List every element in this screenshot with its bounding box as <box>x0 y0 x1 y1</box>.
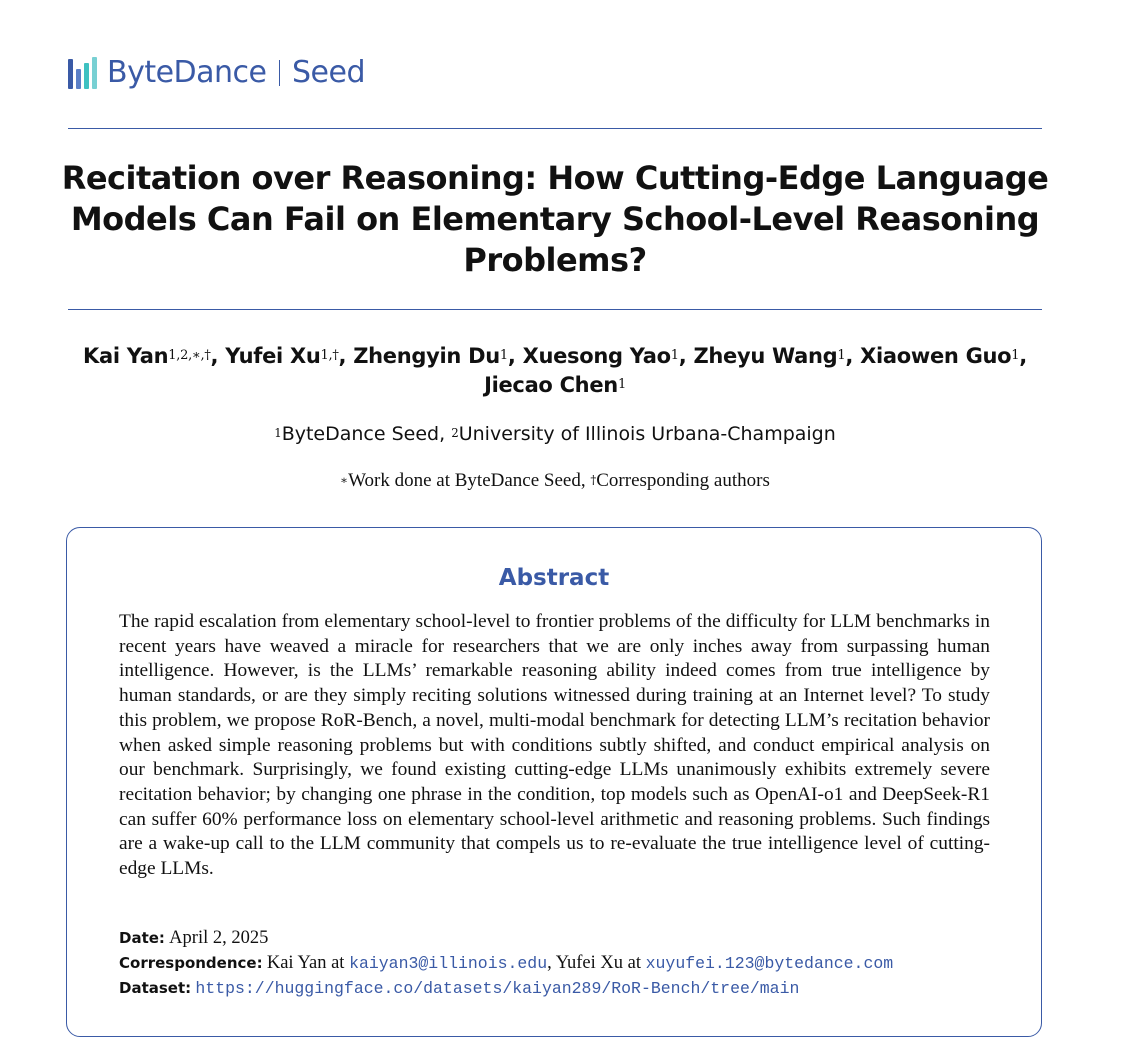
affiliation-list: $^1$ByteDance Seed, $^2$University of Illinois Urbana-Champaign <box>274 423 836 445</box>
author-mark: 1 <box>617 376 626 392</box>
dataset-link[interactable]: https://huggingface.co/datasets/kaiyan289/RoR-Bench/tree/main <box>195 979 800 998</box>
affiliation <box>274 423 439 445</box>
paper-meta <box>119 926 999 1002</box>
author-text: Yufei Xu <box>225 344 321 368</box>
author-note-mark: ∗ <box>340 472 349 487</box>
date-label: Date: <box>119 929 165 947</box>
title-bottom-rule <box>68 309 1042 310</box>
author-text: Xiaowen Guo <box>860 344 1012 368</box>
author <box>523 344 679 368</box>
author-text: Zhengyin Du <box>353 344 500 368</box>
author-mark: 1 <box>1011 347 1020 363</box>
author <box>484 373 626 397</box>
author-mark: 1 <box>837 347 846 363</box>
author-mark: 1,2,∗,† <box>168 347 211 363</box>
paper-title: Recitation over Reasoning: How Cutting-Edge Language Models Can Fail on Elementary School-Level Reasoning Problems? <box>61 159 1049 279</box>
author <box>353 344 508 368</box>
abstract-body: The rapid escalation from elementary school-level to frontier problems of the difficulty for LLM benchmarks in recent years have weaved a miracle for researchers that we are only inches away from surpassing human intelligence. However, is the LLMs’ remarkable reasoning ability indeed comes from true intelligence by human standards, or are they simply reciting solutions witnessed during training at an Internet level? To study this problem, we propose RoR-Bench, a novel, multi-modal benchmark for detecting LLM’s recitation behavior when asked simple reasoning problems but with conditions subtly shifted, and conduct empirical analysis on our benchmark. Surprisingly, we found existing cutting-edge LLMs unanimously exhibits extremely severe recitation behavior; by changing one phrase in the condition, top models such as OpenAI-o1 and DeepSeek-R1 can suffer 60% performance loss on elementary school-level arithmetic and reasoning problems. Such findings are a wake-up call to the LLM community that compels us to re-evaluate the true intelligence level of cutting-edge LLMs. <box>119 611 990 880</box>
author-note-mark: † <box>590 472 597 487</box>
affiliation-text: University of Illinois Urbana-Champaign <box>458 423 836 445</box>
correspondence-label: Correspondence: <box>119 953 263 972</box>
bytedance-bars-icon <box>68 57 97 89</box>
author-notes: ∗Work done at ByteDance Seed, †Corresponding authors <box>340 470 770 491</box>
author-list: Kai Yan$^{1,2,∗,\dagger}$, Yufei $Xu^{1,\dagger}$, Zhengyin Du$^1$, Xuesong Yao$^1$, Zheyu Wang$^1$, Xiaowen Guo$^1$, Jiecao Chen$^1$ <box>83 344 1027 397</box>
author-note <box>340 470 581 491</box>
date-value: April 2, 2025 <box>169 928 269 948</box>
affiliation-mark: 2 <box>451 425 459 440</box>
correspondence-row <box>119 951 999 977</box>
author-mark: 1 <box>499 347 508 363</box>
correspondence-name-1: Kai Yan <box>266 952 327 973</box>
author-note-text: Corresponding authors <box>596 470 770 491</box>
correspondence-separator: , <box>547 952 556 973</box>
author-text: Xuesong Yao <box>522 344 671 368</box>
dataset-label: Dataset: <box>119 979 192 997</box>
author <box>225 344 338 368</box>
correspondence-name-2: Yufei Xu <box>555 952 624 973</box>
date-row <box>119 926 999 951</box>
header-logo <box>68 55 365 91</box>
author-text: Zheyu Wang <box>693 344 838 368</box>
affiliation-text: ByteDance Seed <box>281 423 440 445</box>
affiliation-mark: 1 <box>274 425 282 440</box>
brand-name: ByteDance <box>107 55 267 90</box>
title-top-rule <box>68 128 1042 129</box>
correspondence-email-2-link[interactable]: xuyufei.123@bytedance.com <box>645 953 894 973</box>
abstract-box <box>66 527 1042 1037</box>
author-note <box>590 470 770 491</box>
correspondence-at-2: at <box>623 952 646 973</box>
author-text: Kai Yan <box>83 344 169 368</box>
affiliation <box>451 423 836 445</box>
author-mark: 1 <box>670 347 679 363</box>
correspondence-email-1-link[interactable]: kaiyan3@illinois.edu <box>349 953 548 973</box>
dataset-row <box>119 976 999 1002</box>
author <box>860 344 1019 368</box>
author <box>83 344 211 368</box>
brand-divider <box>279 60 281 86</box>
author-text: Jiecao Chen <box>484 373 618 397</box>
author-note-text: Work done at ByteDance Seed <box>348 470 581 491</box>
sub-brand-name: Seed <box>292 55 366 90</box>
author-mark: 1,† <box>320 347 339 363</box>
correspondence-at-1: at <box>326 952 350 973</box>
abstract-heading: Abstract <box>498 565 610 591</box>
author <box>693 344 845 368</box>
